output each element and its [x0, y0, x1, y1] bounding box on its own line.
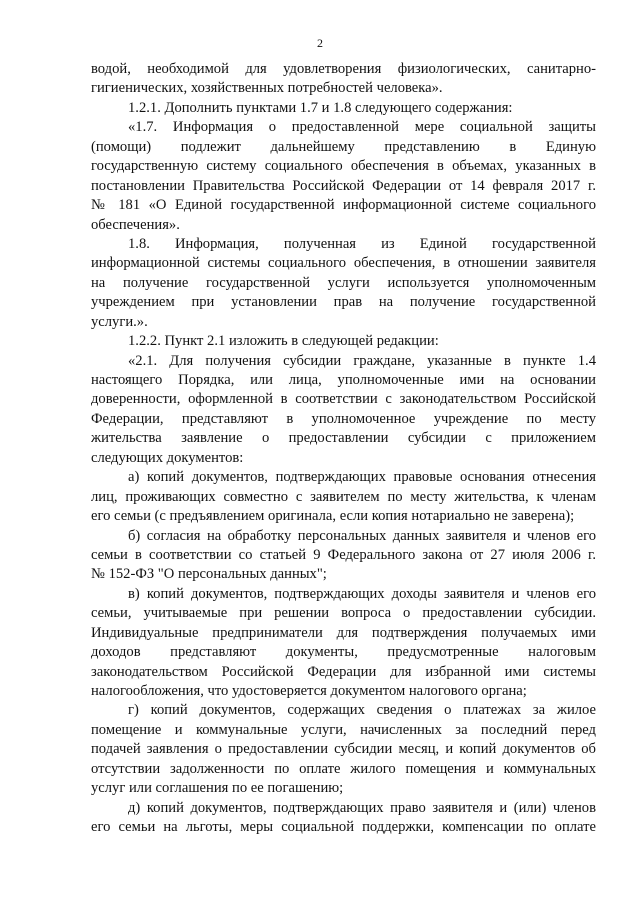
paragraph-item-b	[91, 527, 596, 585]
text-line: б) согласия на обработку персональных данных заявителя и членов его	[128, 527, 596, 544]
text-line: а) копий документов, подтверждающих правовые основания отнесения	[128, 469, 596, 486]
text-line: услуги.».	[91, 313, 148, 330]
text-line: семьи, учитываемые при решении вопроса о предоставлении субсидии.	[91, 605, 596, 622]
text-line: семьи в соответствии со статьей 9 Федерального закона от 27 июля 2006 г.	[91, 546, 596, 563]
paragraph-1-2-2	[91, 332, 596, 351]
text-line: № 181 «О Единой государственной информационной системе социального	[91, 197, 596, 214]
text-line: Федерации, представляют в уполномоченное учреждение по месту	[91, 410, 596, 427]
paragraph-item-a	[91, 468, 596, 526]
text-line: (помощи) подлежит дальнейшему представлению в Единую	[91, 138, 596, 155]
text-line: законодательством Российской Федерации для избранной ими системы	[91, 663, 596, 680]
text-line: постановлении Правительства Российской Федерации от 14 февраля 2017 г.	[91, 177, 596, 194]
text-line: отсутствии задолженности по оплате жилого помещения и коммунальных	[91, 760, 596, 777]
text-line: 1.8. Информация, полученная из Единой государственной	[128, 235, 596, 252]
text-line: подачей заявления о предоставлении субсидии месяц, и копий документов об	[91, 741, 596, 758]
text-line: его семьи на льготы, меры социальной поддержки, компенсации по оплате	[91, 819, 596, 836]
page-number: 2	[317, 36, 323, 50]
text-line: налогообложения, что удостоверяется документом налогового органа;	[91, 683, 527, 699]
paragraph-item-v	[91, 585, 596, 702]
paragraph-item-g	[91, 701, 596, 798]
text-line: жительства заявление о предоставлении субсидии с приложением	[91, 430, 596, 447]
document-body	[91, 60, 596, 838]
text-line: доходов представляют документы, предусмотренные налоговым	[91, 644, 596, 661]
text-line: 1.2.1. Дополнить пунктами 1.7 и 1.8 следующего содержания:	[128, 99, 513, 116]
text-line: д) копий документов, подтверждающих право заявителя и (или) членов	[128, 799, 596, 816]
text-line: помещение и коммунальные услуги, начисленных за последний перед	[91, 721, 596, 738]
text-line: г) копий документов, содержащих сведения о платежах за жилое	[128, 702, 596, 719]
text-line: на получение государственной услуги используется уполномоченным	[91, 274, 596, 291]
text-line: № 152-ФЗ "О персональных данных";	[91, 566, 327, 583]
text-line: следующих документов:	[91, 449, 244, 466]
text-line: гигиенических, хозяйственных потребностей человека».	[91, 80, 443, 97]
text-line: доверенности, оформленной в соответствии с законодательством Российской	[91, 391, 596, 408]
text-line: Индивидуальные предприниматели для подтверждения получаемых ими	[91, 624, 596, 641]
paragraph-item-d	[91, 799, 596, 838]
text-line: «1.7. Информация о предоставленной мере социальной защиты	[128, 119, 596, 136]
text-line: услуг или соглашения по ее погашению;	[91, 780, 344, 797]
paragraph-1-2-1	[91, 99, 596, 118]
text-line: 1.2.2. Пункт 2.1 изложить в следующей редакции:	[128, 333, 439, 350]
paragraph-2-1	[91, 352, 596, 469]
text-line: «2.1. Для получения субсидии граждане, указанные в пункте 1.4	[128, 352, 596, 369]
text-line: в) копий документов, подтверждающих доходы заявителя и членов его	[128, 585, 596, 602]
text-line: обеспечения».	[91, 216, 180, 233]
text-line: водой, необходимой для удовлетворения физиологических, санитарно-	[91, 61, 596, 77]
text-line: информационной системы социального обеспечения, в отношении заявителя	[91, 255, 596, 272]
paragraph-1-8	[91, 235, 596, 332]
paragraph-intro-cont	[91, 60, 596, 99]
text-line: учреждением при установлении прав на получение государственной	[91, 294, 596, 311]
text-line: лиц, проживающих совместно с заявителем по месту жительства, к членам	[91, 488, 596, 505]
text-line: настоящего Порядка, или лица, уполномоченные ими на основании	[91, 372, 596, 388]
paragraph-1-7	[91, 118, 596, 235]
text-line: его семьи (с предъявлением оригинала, если копия нотариально не заверена);	[91, 508, 575, 525]
text-line: государственную систему социального обеспечения в объемах, указанных в	[91, 158, 596, 175]
